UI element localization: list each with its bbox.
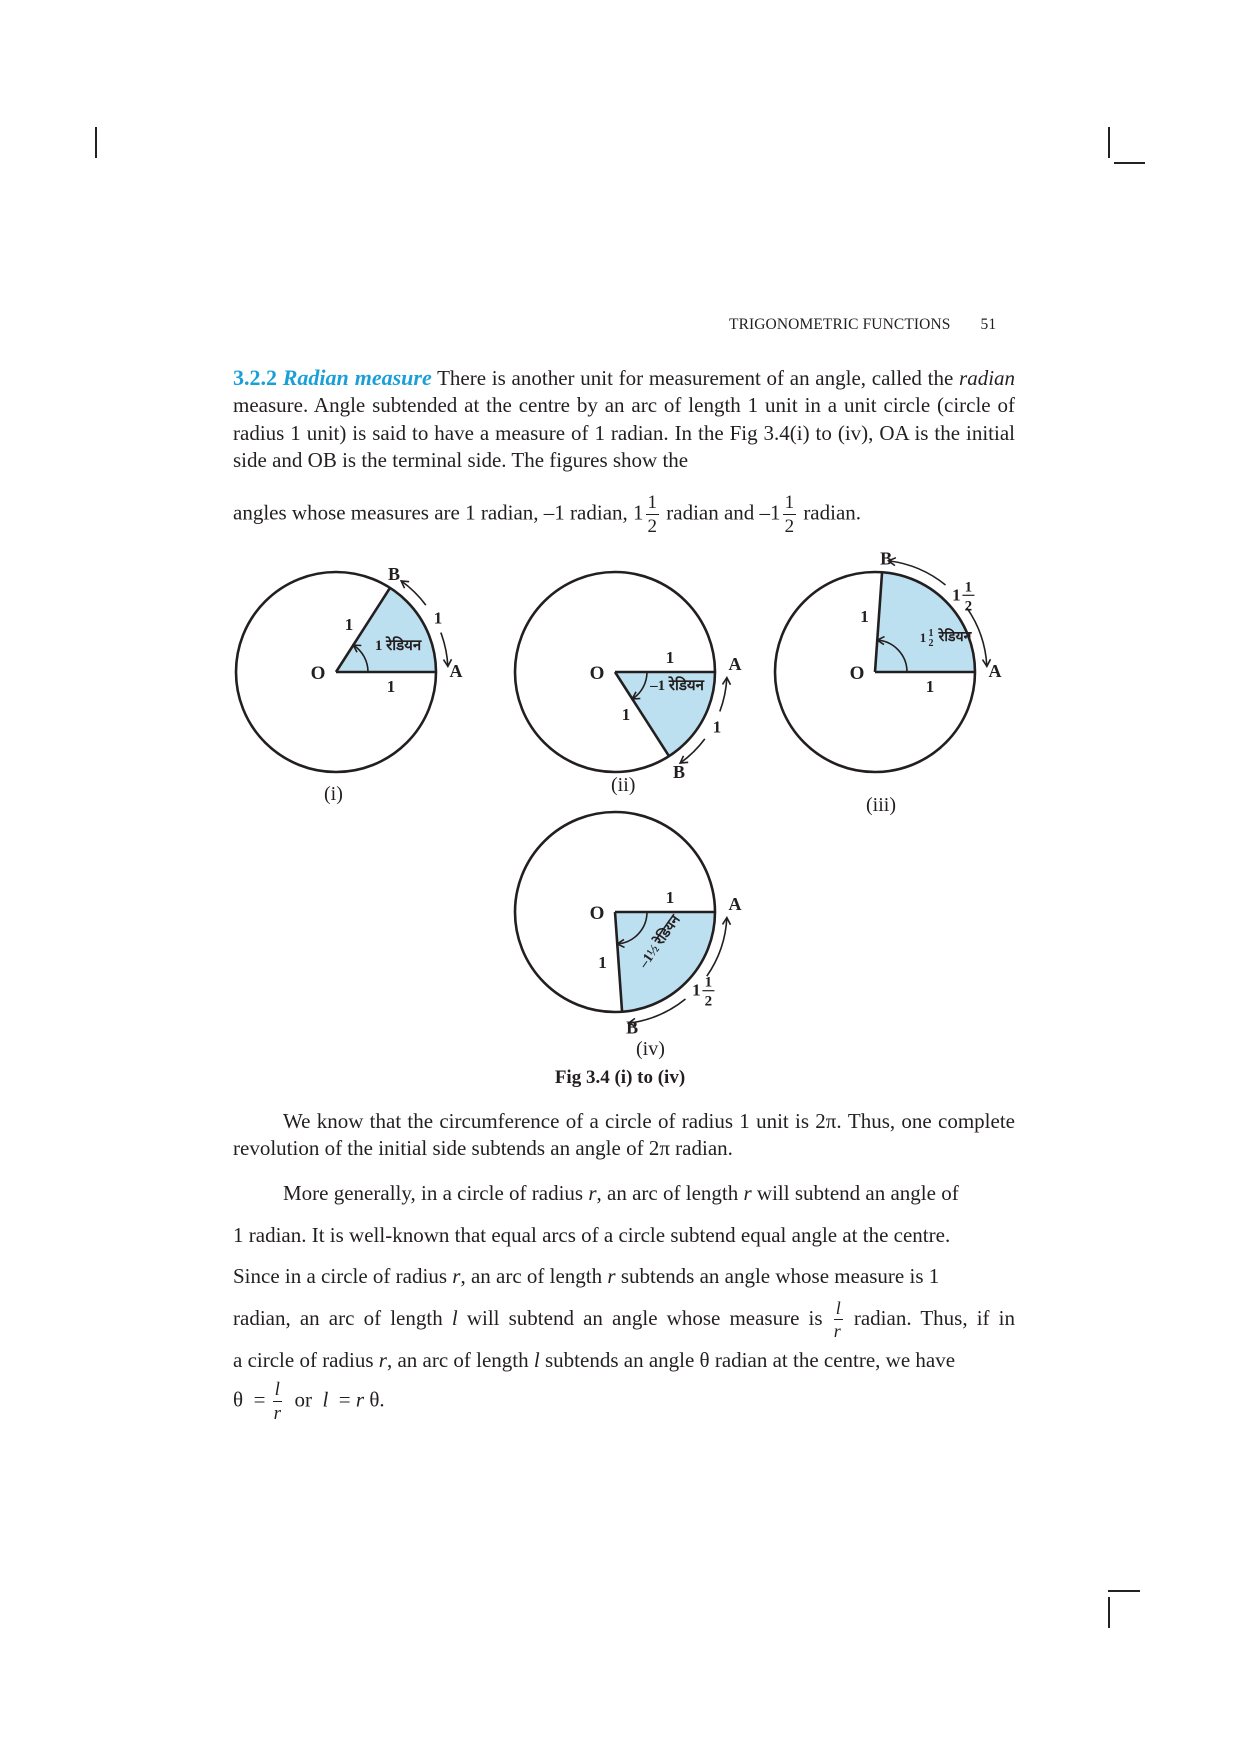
figure-caption: Fig 3.4 (i) to (iv)	[554, 1067, 686, 1088]
point-b-label: B	[388, 563, 401, 584]
fraction-denominator: r	[833, 1321, 841, 1342]
text: will subtend an angle of	[756, 1181, 959, 1205]
point-b-label: B	[626, 1017, 639, 1038]
arc-length-label: 1	[433, 608, 443, 628]
angle-measure-whole: 1	[919, 630, 927, 645]
general-line-4	[233, 1298, 1015, 1341]
side-oa-length: 1	[665, 888, 675, 907]
intro-text-1: There is another unit for measurement of an angle, called the	[437, 366, 954, 390]
text: , an arc of length	[386, 1348, 529, 1373]
angle-measure-frac-den: 2	[928, 638, 934, 649]
fraction-denominator: r	[273, 1403, 281, 1424]
point-o-label: O	[589, 903, 605, 924]
side-ob-length: 1	[621, 705, 631, 725]
point-b-label: B	[673, 762, 686, 783]
formula-l: l	[322, 1387, 329, 1412]
arc-length-frac-num: 1	[964, 579, 973, 596]
angle-measure-label: 1 रेडियन	[374, 638, 422, 654]
angle-measure-word: रेडियन	[938, 630, 972, 645]
formula-equals-2: =	[338, 1387, 351, 1412]
formula-fraction	[273, 1380, 282, 1423]
angle-measure-frac-num: 1	[928, 628, 934, 639]
panel-label-1: (i)	[324, 783, 343, 805]
formula-or: or	[294, 1387, 312, 1412]
text: will subtend an angle whose measure is	[466, 1305, 823, 1330]
paragraph-general	[233, 1173, 1015, 1382]
figure-panel-4	[515, 812, 742, 1038]
text: More generally, in a circle of radius	[283, 1181, 584, 1205]
point-a-label: A	[988, 661, 1002, 681]
arc-length-frac-den: 2	[704, 993, 713, 1010]
general-line-2	[233, 1215, 1015, 1257]
section-number: 3.2.2	[233, 365, 277, 390]
angles-text-1: angles whose measures are 1 radian, –1 radian, 1	[233, 500, 644, 525]
var-l: l	[451, 1305, 458, 1330]
text: radian. Thus, if in	[853, 1305, 1016, 1330]
angles-text-2: radian and –1	[666, 500, 781, 525]
side-ob-length: 1	[860, 607, 869, 627]
var-r: r	[743, 1181, 752, 1205]
side-ob-length: 1	[598, 952, 607, 972]
formula-theta-end: θ.	[369, 1387, 385, 1412]
fraction-l-over-r	[834, 1299, 843, 1340]
panel-label-4: (iv)	[636, 1038, 665, 1060]
point-a-label: A	[728, 654, 742, 674]
point-a-label: A	[728, 894, 742, 914]
arc-arrow-to-a-icon	[720, 678, 727, 712]
text: 1 radian. It is well-known that equal arcs of a circle subtend equal angle at the centre.	[233, 1222, 951, 1247]
angles-text-3: radian.	[803, 500, 862, 525]
angle-measure-label: –1½ रेडियन	[636, 912, 684, 972]
angle-measure-label: –1 रेडियन	[650, 678, 704, 694]
point-a-label: A	[449, 661, 463, 681]
general-line-5	[233, 1340, 1015, 1382]
var-r: r	[378, 1348, 387, 1373]
fraction-denominator: 2	[784, 516, 795, 537]
text: Since in a circle of radius	[233, 1264, 447, 1288]
figure-panel-2	[515, 572, 742, 782]
arc-length-frac-den: 2	[964, 598, 973, 615]
page-number: 51	[980, 316, 997, 333]
formula-theta-equals-l-over-r	[233, 1380, 1015, 1423]
figure-panel-1	[236, 564, 463, 772]
panel-label-3: (iii)	[866, 794, 896, 816]
var-r: r	[607, 1264, 616, 1288]
text: , an arc of length	[596, 1181, 739, 1205]
text: subtends an angle θ radian at the centre, we have	[545, 1348, 956, 1373]
arc-length-whole: 1	[952, 585, 961, 605]
side-ob-length: 1	[344, 614, 354, 634]
intro-italic-radian: radian	[959, 366, 1016, 390]
arc-length-whole: 1	[692, 980, 701, 1000]
point-b-label: B	[880, 548, 893, 569]
side-oa-length: 1	[925, 677, 935, 696]
figure-panel-3	[775, 548, 1002, 772]
fraction-numerator: l	[274, 1379, 280, 1400]
arc-length-label: 1	[712, 717, 722, 737]
side-oa-length: 1	[386, 677, 396, 696]
section-title: Radian measure	[282, 365, 432, 390]
point-o-label: O	[310, 663, 326, 684]
arc-arrow-to-a-icon	[441, 633, 448, 667]
fraction-denominator: 2	[647, 516, 658, 537]
var-r: r	[588, 1181, 597, 1205]
paragraph-circumference	[233, 1108, 1015, 1163]
fraction-numerator: 1	[647, 492, 658, 513]
formula-r: r	[355, 1387, 365, 1412]
side-oa-length: 1	[665, 648, 675, 667]
formula-theta: θ	[233, 1387, 244, 1412]
text: , an arc of length	[460, 1264, 603, 1288]
general-line-1	[233, 1173, 1015, 1215]
point-o-label: O	[589, 663, 605, 684]
text: subtends an angle whose measure is 1	[620, 1264, 940, 1288]
intro-text-2: measure. Angle subtended at the centre by an arc of length 1 unit in a unit circle (circle of radius 1 unit) is said to have a measure of 1 radian. In the Fig 3.4(i) to (iv), OA is the initial side and OB is the terminal side. The figures show the	[233, 393, 1015, 472]
var-r: r	[452, 1264, 461, 1288]
point-o-label: O	[849, 663, 865, 684]
var-l: l	[533, 1348, 540, 1373]
text: radian, an arc of length	[233, 1305, 443, 1330]
arc-length-frac-num: 1	[704, 974, 713, 991]
fraction-numerator: l	[835, 1298, 841, 1319]
general-line-3	[233, 1256, 1015, 1298]
panel-label-2: (ii)	[611, 774, 636, 796]
text: a circle of radius	[233, 1348, 374, 1373]
paragraph-circumference-text: We know that the circumference of a circle of radius 1 unit is 2π. Thus, one complete revolution of the initial side subtends an angle of 2π radian.	[233, 1109, 1015, 1161]
running-head-title: TRIGONOMETRIC FUNCTIONS	[729, 316, 951, 333]
formula-equals: =	[253, 1387, 266, 1412]
fraction-numerator: 1	[784, 492, 795, 513]
